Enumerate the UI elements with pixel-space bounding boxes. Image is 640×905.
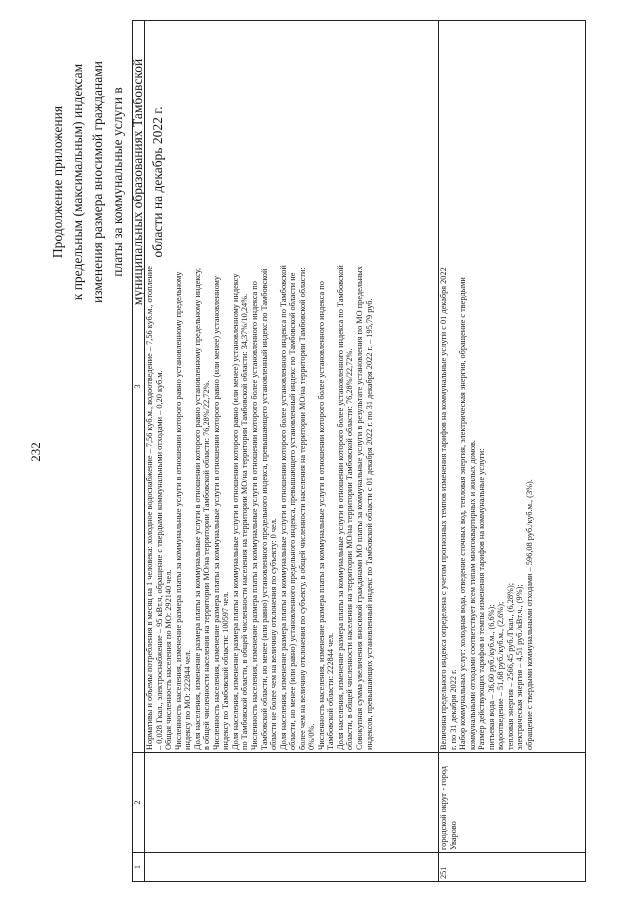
details-line: Общая численность населения по МО: 292140 чел. bbox=[164, 569, 174, 750]
table-row bbox=[439, 21, 586, 882]
details-line: питьевая вода – 36,60 руб./куб.м., (6,6%); bbox=[486, 604, 496, 750]
details-line: Набор коммунальных услуг: холодная вода, отведение сточных вод, тепловая энергия, электрическая энергия, обращение с твердыми bbox=[458, 277, 468, 750]
details-line: обращение с твердыми коммунальными отходами – 596,08 руб./куб.м., (3%). bbox=[524, 479, 534, 750]
details-line: Численность населения, изменение размера платы за коммунальные услуги в отношении которого более установленного индекса по bbox=[316, 281, 326, 750]
details-line: Численность населения, изменение размера платы за коммунальные услуги в отношении которого равно установленному предельному bbox=[173, 271, 183, 750]
details-line: индексу по МО: 222844 чел. bbox=[183, 650, 193, 750]
details-line: водоотведение – 51,68 руб./куб.м., (2,6%); bbox=[496, 601, 506, 750]
tariff-index-table bbox=[132, 20, 586, 882]
details-line: в общей численности населения на территории МО/на территории Тамбовской области: 76,28%/22,72%. bbox=[202, 380, 212, 750]
details-line: Совокупная сумма увеличения вносимой гражданами МО платы за коммунальные услуги в результате установления по МО предельных bbox=[355, 266, 365, 750]
heading-line: области на декабрь 2022 г. bbox=[150, 106, 165, 258]
heading-line: платы за коммунальные услуги в bbox=[110, 87, 125, 277]
details-line: Численность населения, изменение размера платы за коммунальные услуги в отношении которого равно (или менее) установленному bbox=[211, 276, 221, 750]
col-header-1: 1 bbox=[133, 853, 145, 882]
details-line: Доля населения, изменение размера платы за коммунальные услуги в отношении которого более установленного индекса по Тамбовской bbox=[278, 265, 288, 750]
heading-line: к предельным (максимальным) индексам bbox=[70, 63, 85, 301]
details-line: области, но менее (или равно) установленного предельного индекса, превышающего установленный индекс по Тамбовской области не bbox=[288, 272, 298, 750]
rotated-page bbox=[20, 12, 620, 892]
table-row bbox=[145, 21, 439, 882]
table-header-row bbox=[133, 21, 145, 882]
details-line: области, в общей численности населения на территории МО/на территории Тамбовской области: 76,28%/22,72%. bbox=[345, 348, 355, 750]
details-line: по Тамбовской области, в общей численности населения на территории МО/на территории Тамбовской области: 34,37%/10,24%. bbox=[240, 293, 250, 750]
heading-line: муниципальных образованиях Тамбовской bbox=[130, 58, 145, 306]
details-line: Размер действующих тарифов и темпы изменения тарифов на коммунальные услуги: bbox=[477, 448, 487, 750]
col-header-3: 3 bbox=[133, 21, 145, 753]
col-header-2: 2 bbox=[133, 753, 145, 853]
details-line: Доля населения, изменение размера платы за коммунальные услуги в отношении которого равно (или менее) установленному индексу bbox=[230, 273, 240, 750]
details-cell bbox=[439, 21, 586, 753]
details-cell bbox=[145, 21, 439, 753]
municipality-name-line: городской округ - город bbox=[439, 766, 448, 850]
row-number-cell bbox=[145, 853, 439, 882]
heading-line: Продолжение приложения bbox=[50, 105, 65, 259]
details-line: Численность населения, изменение размера платы за коммунальные услуги в отношении которого более установленного индекса по bbox=[250, 281, 260, 750]
details-line: – 0,028 Гкал., электроснабжение – 95 кВт.ч, обращение с твердыми коммунальными отходами – 0,20 куб.м. bbox=[154, 370, 164, 750]
details-line: области не более чем на величину отклонения по субъекту: 0 чел. bbox=[269, 518, 279, 750]
details-line: Доля населения, изменение размера платы за коммунальные услуги в отношении которого более установленного индекса по Тамбовской bbox=[335, 265, 345, 750]
details-line: тепловая энергия – 2566,45 руб./Гкал., (6,28%); bbox=[505, 582, 515, 750]
municipality-name-line: Уварово bbox=[448, 821, 458, 850]
details-line: Тамбовской области, но менее (или равно) установленного предельного индекса, превышающего установленный индекс по Тамбовской bbox=[259, 268, 269, 750]
details-line: Тамбовской области: 222844 чел. bbox=[326, 632, 336, 750]
details-line: Величина предельного индекса определена с учетом прогнозных темпов изменения тарифов на коммунальные услуги с 01 декабря 2022 bbox=[439, 267, 448, 750]
details-line: 0%/0%. bbox=[307, 723, 317, 750]
details-line: Нормативы и объемы потребления в месяц на 1 человека: холодное водоснабжение – 7,56 куб.м., водоотведение – 7,56 куб.м., отопление bbox=[145, 266, 154, 750]
details-line: г. по 31 декабря 2022 г. bbox=[448, 669, 458, 750]
details-line: индексу по Тамбовской области: 100597 чел. bbox=[221, 591, 231, 750]
details-line: коммунальными отходами соответствует всем типам многоквартирных и жилых домов. bbox=[467, 440, 477, 750]
municipality-cell bbox=[145, 753, 439, 853]
details-line: электрическая энергия – 4,51 руб./кВт.ч., (9%); bbox=[515, 584, 525, 750]
municipality-cell bbox=[439, 753, 586, 853]
page-number: 232 bbox=[28, 442, 43, 462]
details-line: индексов, превышающих установленный индекс по Тамбовской области с 01 декабря 2022 г. по 31 декабря 2022 г. – 195,79 руб. bbox=[364, 298, 374, 750]
heading-line: изменения размера вносимой гражданами bbox=[90, 61, 105, 303]
details-line: более чем на величину отклонения по субъекту, в общей численности населения на территории МО/на территории Тамбовской области: bbox=[297, 267, 307, 750]
details-line: Доля населения, изменение размера платы за коммунальные услуги в отношении которого равно установленному предельному индексу, bbox=[192, 267, 202, 750]
row-number-cell: 251 bbox=[439, 853, 586, 882]
